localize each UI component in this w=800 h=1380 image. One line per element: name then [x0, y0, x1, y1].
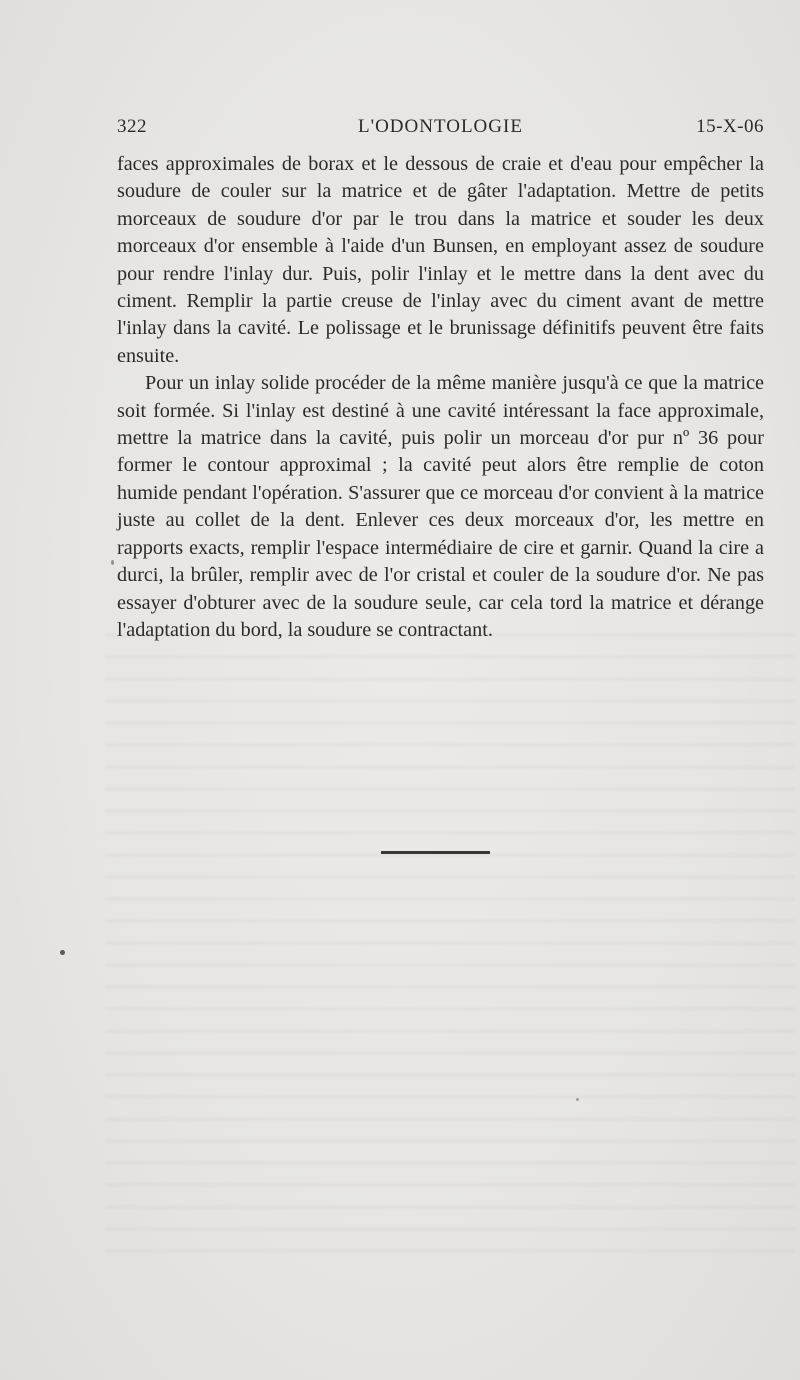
show-through-texture: [105, 620, 795, 1260]
paragraph-solid-inlay: Pour un inlay solide procéder de la même manière jusqu'à ce que la matrice soit formée. Si l'inlay est destiné à une cavité intéressant la face approximale, mettre la matrice dans la cavité, puis polir un morceau d'or pur nº 36 pour former le contour approximal ; la cavité peut alors être remplie de coton humide pendant l'opération. S'assurer que ce morceau d'or convient à la matrice juste au collet de la dent. Enlever ces deux morceaux d'or, les mettre en rapports exacts, remplir l'espace intermédiaire de cire et garnir. Quand la cire a durci, la brûler, remplir avec de l'or cristal et couler de la soudure d'or. Ne pas essayer d'obturer avec de la soudure seule, car cela tord la matrice et dérange l'adaptation du bord, la soudure se contractant.: [117, 372, 764, 641]
paper-speck: [60, 950, 65, 955]
section-end-rule: [381, 851, 490, 854]
paragraph-continued: faces approximales de borax et le dessous de craie et d'eau pour empêcher la soudure de couler sur la matrice et de gâter l'adaptation. Mettre de petits morceaux de soudure d'or par le trou dans la matrice et souder les deux morceaux d'or ensemble à l'aide d'un Bunsen, en employant assez de soudure pour rendre l'inlay dur. Puis, polir l'inlay et le mettre dans la dent avec du ciment. Remplir la partie creuse de l'inlay avec du ciment avant de mettre l'inlay dans la cavité. Le polissage et le brunissage définitifs peuvent être faits ensuite.: [117, 153, 764, 367]
body-text: [117, 151, 764, 644]
paper-speck: [111, 560, 114, 565]
journal-title: L'ODONTOLOGIE: [358, 116, 523, 137]
paper-speck: [576, 1098, 579, 1101]
page-number: 322: [117, 116, 147, 137]
running-header: [117, 116, 764, 144]
issue-date: 15-X-06: [696, 116, 764, 137]
